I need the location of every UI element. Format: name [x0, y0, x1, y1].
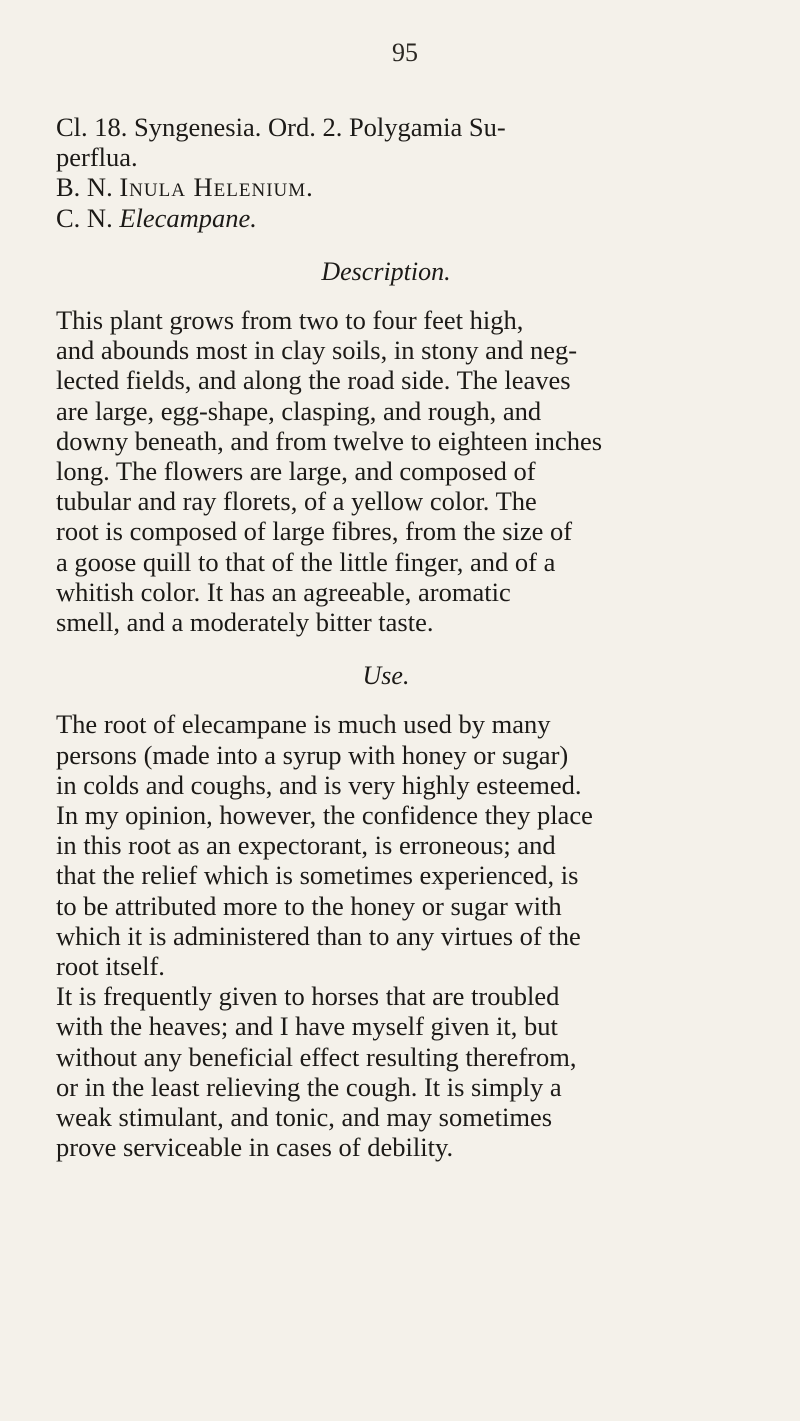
- description-line: whitish color. It has an agreeable, aromatic: [56, 576, 511, 607]
- botanical-prefix: B. N.: [56, 172, 113, 203]
- use-paragraph-2: [56, 981, 716, 1162]
- description-line: a goose quill to that of the little finger, and of a: [56, 546, 556, 577]
- use-line: It is frequently given to horses that are troubled: [56, 981, 560, 1012]
- use-line: The root of elecampane is much used by many: [56, 709, 551, 740]
- description-line: are large, egg-shape, clasping, and rough, and: [56, 395, 542, 426]
- classification-line-cont: perflua.: [56, 142, 138, 173]
- use-line: root itself.: [56, 951, 165, 982]
- page-number: 95: [392, 38, 418, 67]
- botanical-name-line: [56, 172, 716, 202]
- description-line: downy beneath, and from twelve to eighteen inches: [56, 425, 603, 456]
- use-line: to be attributed more to the honey or sugar with: [56, 890, 562, 921]
- description-line: tubular and ray florets, of a yellow color. The: [56, 486, 537, 517]
- description-line: root is composed of large fibres, from the size of: [56, 516, 573, 547]
- use-line: or in the least relieving the cough. It is simply a: [56, 1071, 562, 1102]
- description-line: long. The flowers are large, and composed of: [56, 456, 536, 487]
- description-heading: Description.: [321, 256, 451, 286]
- text-block: [56, 112, 716, 1163]
- use-line: without any beneficial effect resulting therefrom,: [56, 1041, 577, 1072]
- use-line: in this root as an expectorant, is erroneous; and: [56, 830, 556, 861]
- use-line: weak stimulant, and tonic, and may sometimes: [56, 1102, 553, 1133]
- description-line: lected fields, and along the road side. The leaves: [56, 365, 571, 396]
- use-line: prove serviceable in cases of debility.: [56, 1132, 454, 1163]
- botanical-name: Inula Helenium.: [119, 172, 314, 203]
- description-line: and abounds most in clay soils, in stony and neg-: [56, 335, 578, 366]
- use-paragraph-1: [56, 709, 716, 981]
- common-prefix: C. N.: [56, 202, 113, 233]
- use-line: In my opinion, however, the confidence they place: [56, 800, 593, 831]
- use-line: persons (made into a syrup with honey or sugar): [56, 739, 569, 770]
- common-name-line: [56, 203, 716, 233]
- description-paragraph: [56, 305, 716, 637]
- use-heading: Use.: [362, 661, 410, 691]
- classification-line: Cl. 18. Syngenesia. Ord. 2. Polygamia Su-: [56, 112, 506, 142]
- use-line: that the relief which is sometimes experienced, is: [56, 860, 579, 891]
- description-line: This plant grows from two to four feet high,: [56, 305, 524, 336]
- description-line: smell, and a moderately bitter taste.: [56, 607, 434, 638]
- common-name: Elecampane.: [119, 202, 257, 233]
- use-line: in colds and coughs, and is very highly esteemed.: [56, 769, 582, 800]
- use-line: with the heaves; and I have myself given it, but: [56, 1011, 558, 1042]
- use-line: which it is administered than to any virtues of the: [56, 920, 581, 951]
